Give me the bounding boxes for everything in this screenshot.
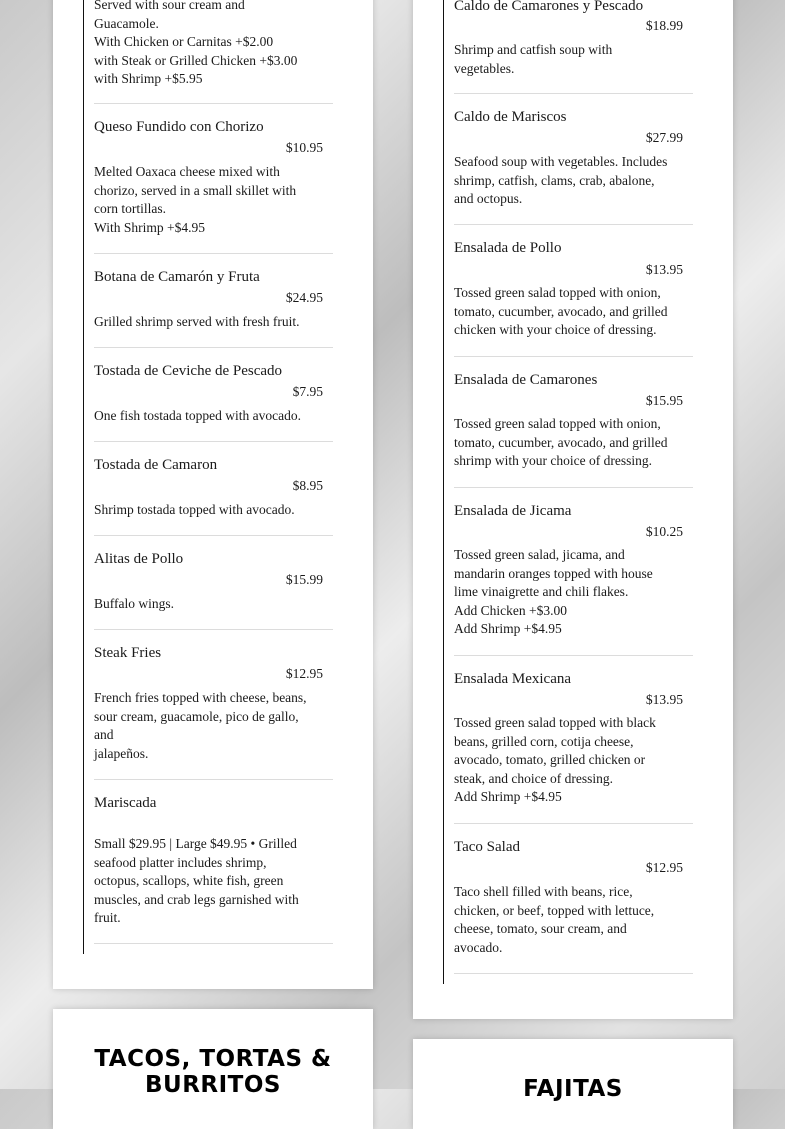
- item-name: Tostada de Camaron: [94, 457, 218, 473]
- item-divider: [94, 253, 333, 254]
- fajitas-section-heading: FAJITAS: [523, 1076, 623, 1102]
- menu-item: [454, 238, 693, 338]
- menu-item: [94, 361, 333, 423]
- item-name: Ensalada Mexicana: [454, 671, 572, 687]
- item-name: Alitas de Pollo: [94, 551, 184, 567]
- menu-item: [454, 370, 693, 469]
- item-price: $7.95: [292, 384, 323, 399]
- item-divider: [454, 356, 693, 357]
- item-name: Botana de Camarón y Fruta: [94, 269, 260, 285]
- menu-item: [454, 501, 693, 637]
- item-name: Caldo de Camarones y Pescado: [454, 0, 644, 14]
- item-price: $24.95: [285, 290, 323, 305]
- item-description: Melted Oaxaca cheese mixed with chorizo, served in a small skillet with corn tortillas. With Shrimp +$4.95: [94, 164, 297, 235]
- item-price: $15.95: [645, 393, 683, 408]
- item-divider: [454, 487, 693, 488]
- item-name: Ensalada de Pollo: [454, 240, 562, 256]
- item-divider: [454, 973, 693, 974]
- item-divider: [454, 93, 693, 94]
- item-description: Small $29.95 | Large $49.95 • Grilled seafood platter includes shrimp, octopus, scallops, white fish, green muscles, and crab legs garnished with fruit.: [94, 836, 299, 926]
- item-name: Mariscada: [94, 795, 157, 811]
- item-divider: [94, 943, 333, 944]
- item-price: $10.95: [285, 140, 323, 155]
- item-description: Shrimp and catfish soup with vegetables.: [454, 42, 613, 76]
- item-description: Grilled shrimp served with fresh fruit.: [94, 314, 300, 329]
- item-description: Buffalo wings.: [94, 596, 174, 611]
- item-divider: [94, 535, 333, 536]
- item-divider: [94, 629, 333, 630]
- item-description: Tossed green salad topped with black beans, grilled corn, cotija cheese, avocado, tomato, grilled chicken or steak, and choice of dressing. Add Shrimp +$4.95: [454, 715, 656, 805]
- item-description: Shrimp tostada topped with avocado.: [94, 502, 295, 517]
- item-price: $12.95: [645, 860, 683, 875]
- item-price: $18.99: [645, 18, 683, 33]
- item-name: Steak Fries: [94, 645, 162, 661]
- menu-item: [454, 837, 693, 955]
- item-price: $13.95: [645, 692, 683, 707]
- item-divider: [454, 823, 693, 824]
- menu-item: [94, 267, 333, 329]
- item-price: $10.25: [645, 524, 683, 539]
- item-description: Tossed green salad topped with onion, tomato, cucumber, avocado, and grilled shrimp with your choice of dressing.: [454, 416, 668, 469]
- item-name: Queso Fundido con Chorizo: [94, 119, 264, 135]
- item-price: $27.99: [645, 130, 683, 145]
- item-divider: [94, 441, 333, 442]
- item-description: Seafood soup with vegetables. Includes shrimp, catfish, clams, crab, abalone, and octopus.: [454, 154, 668, 207]
- menu-item: [94, 455, 333, 517]
- menu-item: [94, 643, 333, 761]
- item-name: Tostada de Ceviche de Pescado: [94, 363, 283, 379]
- item-description: Taco shell filled with beans, rice, chicken, or beef, topped with lettuce, cheese, tomato, sour cream, and avocado.: [454, 884, 655, 955]
- menu-item: [94, 549, 333, 611]
- right-column-rule: [443, 0, 444, 984]
- left-column-rule: [83, 0, 84, 954]
- menu-item: [94, 793, 333, 926]
- item-price: $12.95: [285, 666, 323, 681]
- item-divider: [454, 224, 693, 225]
- item-price: $8.95: [292, 478, 323, 493]
- item-description: Served with sour cream and Guacamole. With Chicken or Carnitas +$2.00 with Steak or Grilled Chicken +$3.00 with Shrimp +$5.95: [94, 0, 298, 87]
- item-name: Caldo de Mariscos: [454, 109, 567, 125]
- tacos-section-heading: TACOS, TORTAS & BURRITOS: [94, 1046, 332, 1098]
- item-name: Taco Salad: [454, 839, 521, 855]
- item-divider: [94, 103, 333, 104]
- item-divider: [454, 655, 693, 656]
- menu-item: [454, 669, 693, 805]
- menu-item: [454, 107, 693, 207]
- item-divider: [94, 347, 333, 348]
- menu-item: [454, 0, 693, 76]
- item-price: $15.99: [285, 572, 323, 587]
- item-description: Tossed green salad, jicama, and mandarin oranges topped with house lime vinaigrette and chili flakes. Add Chicken +$3.00 Add Shrimp +$4.95: [454, 547, 653, 637]
- item-name: Ensalada de Camarones: [454, 372, 598, 388]
- item-price: $13.95: [645, 262, 683, 277]
- item-divider: [94, 779, 333, 780]
- item-description: French fries topped with cheese, beans, sour cream, guacamole, pico de gallo, and jalapeños.: [94, 690, 307, 761]
- item-description: Tossed green salad topped with onion, tomato, cucumber, avocado, and grilled chicken with your choice of dressing.: [454, 285, 668, 338]
- item-description: One fish tostada topped with avocado.: [94, 408, 301, 423]
- item-name: Ensalada de Jicama: [454, 503, 572, 519]
- menu-item: [94, 117, 333, 235]
